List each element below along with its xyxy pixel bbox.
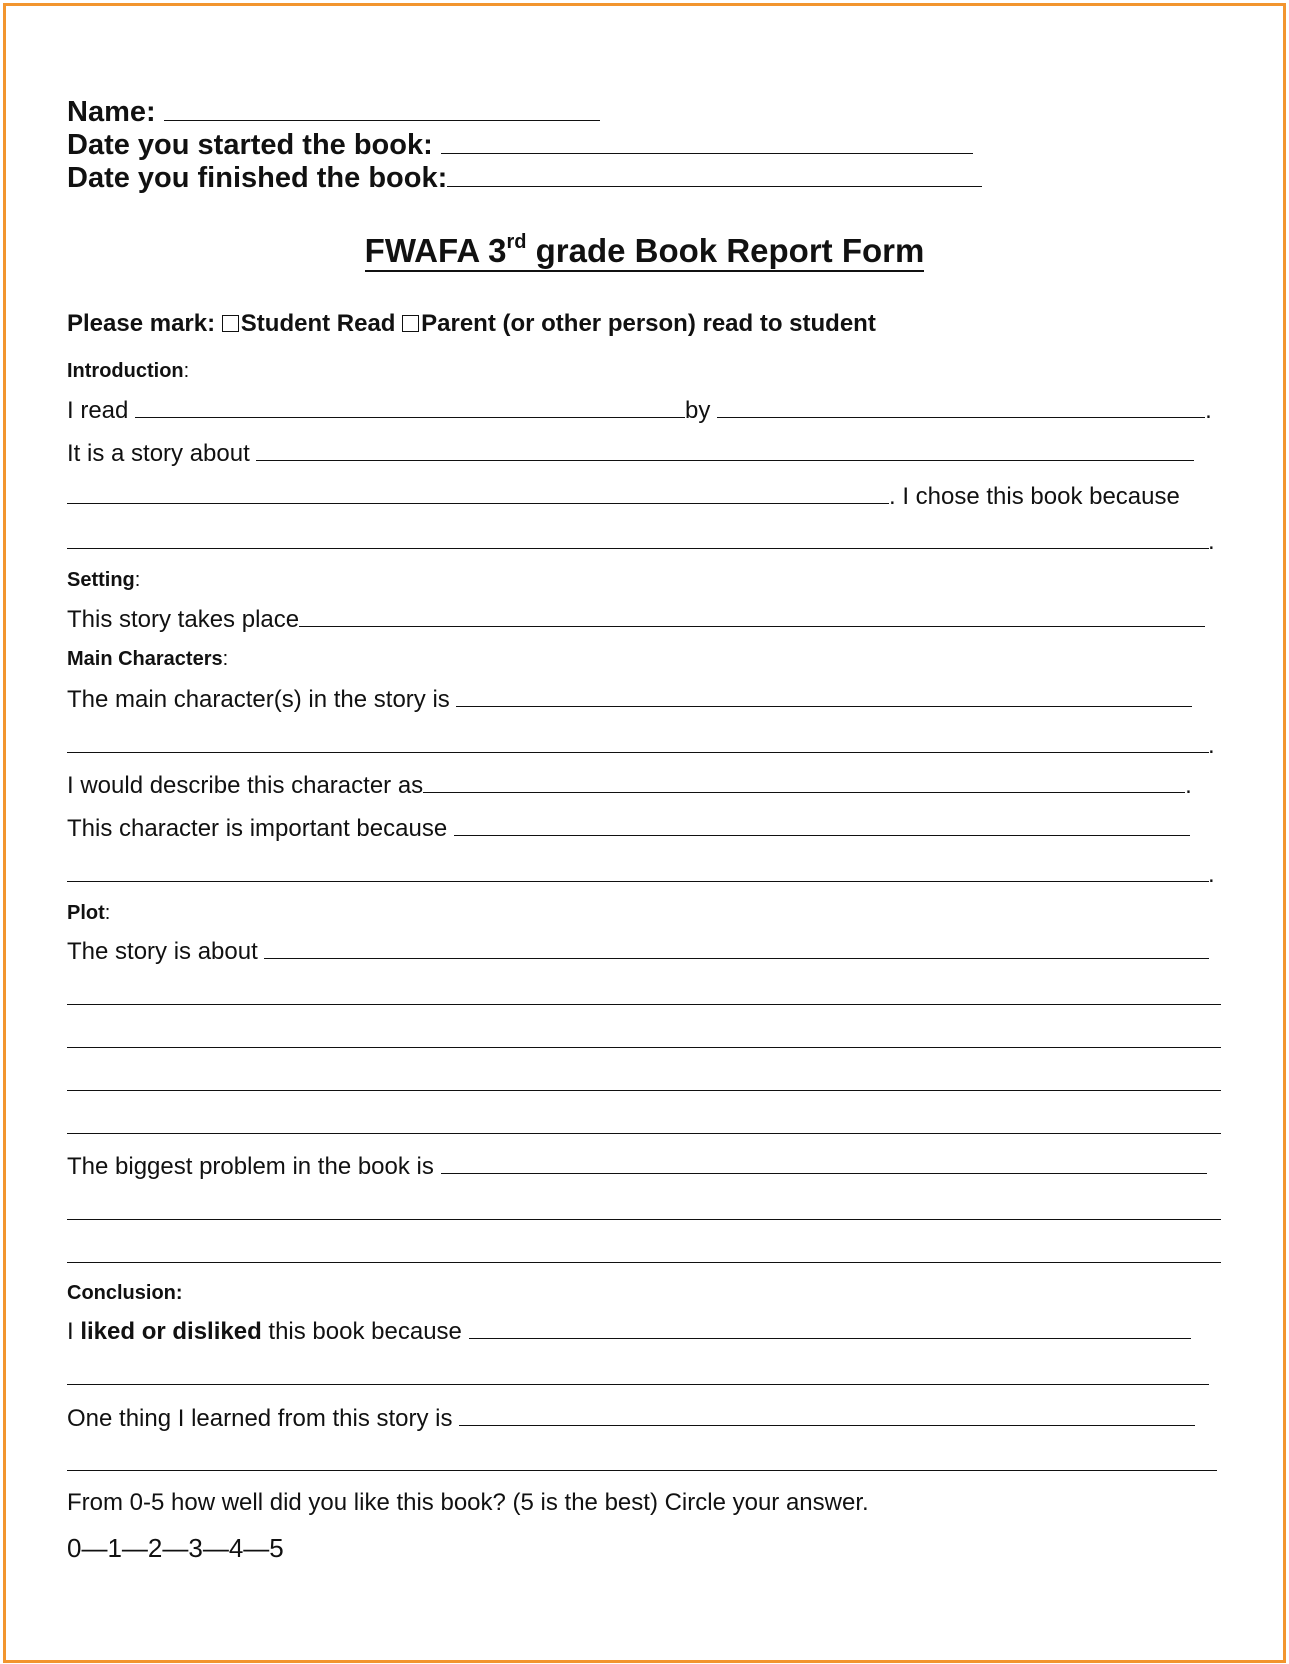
by-label: by bbox=[685, 397, 711, 424]
liked-row: I liked or disliked this book because bbox=[67, 1316, 1191, 1346]
setting-heading: Setting: bbox=[67, 569, 141, 591]
main-character-field[interactable] bbox=[456, 684, 1192, 707]
rating-scale[interactable]: 0—1—2—3—4—5 bbox=[67, 1533, 284, 1563]
started-date-field[interactable] bbox=[441, 127, 973, 154]
period-mark: . bbox=[1208, 528, 1215, 555]
parent-read-label: Parent (or other person) read to student bbox=[421, 310, 876, 337]
i-read-row: I read by . bbox=[67, 397, 1212, 424]
parent-read-checkbox[interactable] bbox=[402, 315, 419, 332]
page-title: FWAFA 3rd grade Book Report Form bbox=[0, 232, 1289, 270]
learned-row bbox=[67, 1403, 1195, 1433]
story-about-row bbox=[67, 438, 1194, 468]
problem-field[interactable] bbox=[441, 1151, 1207, 1174]
name-label: Name: bbox=[67, 96, 156, 128]
setting-field[interactable] bbox=[299, 604, 1205, 627]
chose-reason-field[interactable] bbox=[67, 548, 1209, 549]
plot-line-4[interactable] bbox=[67, 1090, 1221, 1091]
plot-line-5[interactable] bbox=[67, 1133, 1221, 1134]
period-mark: . bbox=[1208, 732, 1215, 759]
describe-field[interactable] bbox=[423, 770, 1185, 793]
important-field[interactable] bbox=[454, 813, 1190, 836]
finished-date-field[interactable] bbox=[447, 160, 982, 187]
reader-mark-row bbox=[67, 310, 876, 338]
author-field[interactable] bbox=[717, 395, 1205, 418]
important-label: This character is important because bbox=[67, 815, 448, 842]
describe-label: I would describe this character as bbox=[67, 772, 424, 799]
takes-place-label: This story takes place bbox=[67, 606, 300, 633]
plot-line-2[interactable] bbox=[67, 1004, 1221, 1005]
main-character-field-2[interactable] bbox=[67, 752, 1209, 753]
liked-field[interactable] bbox=[469, 1316, 1191, 1339]
plot-line-3[interactable] bbox=[67, 1047, 1221, 1048]
finished-label: Date you finished the book: bbox=[67, 162, 448, 194]
book-title-field[interactable] bbox=[135, 395, 685, 418]
learned-field-2[interactable] bbox=[67, 1470, 1217, 1471]
period-mark: . bbox=[1208, 861, 1215, 888]
plot-about-field[interactable] bbox=[264, 936, 1209, 959]
introduction-heading: Introduction: bbox=[67, 360, 190, 382]
name-row bbox=[67, 94, 600, 129]
plot-heading: Plot: bbox=[67, 902, 111, 924]
started-row bbox=[67, 127, 973, 162]
student-read-checkbox[interactable] bbox=[222, 315, 239, 332]
characters-heading: Main Characters: bbox=[67, 648, 229, 670]
liked-disliked-label: liked or disliked bbox=[80, 1318, 262, 1345]
student-read-label: Student Read bbox=[240, 310, 403, 337]
describe-row: I would describe this character as . bbox=[67, 772, 1192, 799]
story-about-label: It is a story about bbox=[67, 440, 250, 467]
story-is-about-row bbox=[67, 936, 1209, 966]
liked-field-2[interactable] bbox=[67, 1384, 1209, 1385]
name-field[interactable] bbox=[164, 94, 600, 121]
learned-field[interactable] bbox=[459, 1403, 1195, 1426]
important-field-2[interactable] bbox=[67, 881, 1209, 882]
finished-row bbox=[67, 160, 982, 195]
problem-line-3[interactable] bbox=[67, 1262, 1221, 1263]
problem-row bbox=[67, 1151, 1207, 1181]
story-about-field-2[interactable] bbox=[67, 481, 889, 504]
story-about-field[interactable] bbox=[256, 438, 1194, 461]
takes-place-row bbox=[67, 604, 1205, 634]
main-character-label: The main character(s) in the story is bbox=[67, 686, 450, 713]
problem-label: The biggest problem in the book is bbox=[67, 1153, 434, 1180]
problem-line-2[interactable] bbox=[67, 1219, 1221, 1220]
started-label: Date you started the book: bbox=[67, 129, 433, 161]
important-row bbox=[67, 813, 1190, 843]
rating-question: From 0-5 how well did you like this book? (5 is the best) Circle your answer. bbox=[67, 1489, 869, 1516]
chose-row bbox=[67, 481, 1180, 511]
mark-prefix: Please mark: bbox=[67, 310, 222, 337]
plot-about-label: The story is about bbox=[67, 938, 258, 965]
i-read-label: I read bbox=[67, 397, 129, 424]
main-character-row bbox=[67, 684, 1192, 714]
learned-label: One thing I learned from this story is bbox=[67, 1405, 453, 1432]
conclusion-heading: Conclusion: bbox=[67, 1282, 183, 1304]
chose-label: . I chose this book because bbox=[889, 483, 1180, 510]
